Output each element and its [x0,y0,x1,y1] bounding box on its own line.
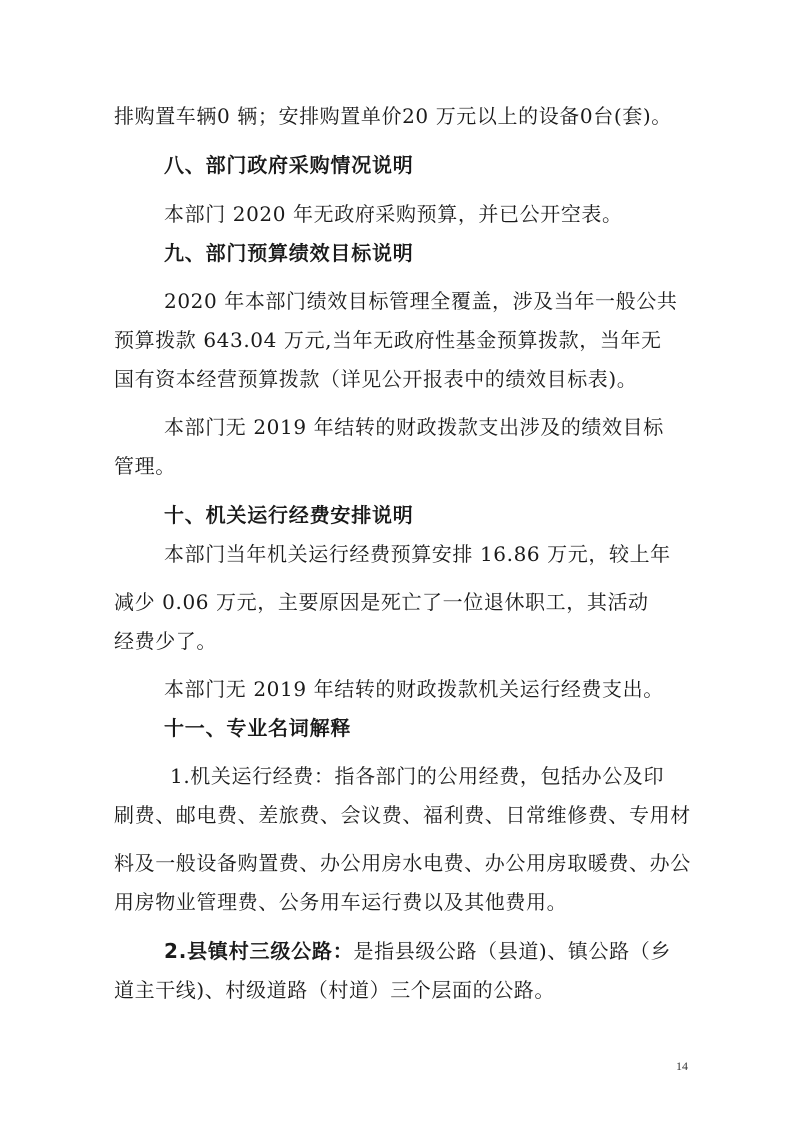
body-text-line: 本部门无 2019 年结转的财政拨款机关运行经费支出。 [164,677,664,701]
body-text-line: 减少 0.06 万元，主要原因是死亡了一位退休职工，其活动 [114,590,649,614]
body-text-line: 经费少了。 [114,629,217,653]
section-heading-10: 十、机关运行经费安排说明 [164,503,414,527]
body-text-line: 用房物业管理费、公务用车运行费以及其他费用。 [114,890,568,914]
body-text-line: 1.机关运行经费：指各部门的公用经费，包括办公及印 [170,764,665,788]
body-text-line: 道主干线)、村级道路（村道）三个层面的公路。 [114,978,556,1002]
page-number: 14 [676,1059,688,1073]
body-text-line: 管理。 [114,454,176,478]
body-text-line: 本部门 2020 年无政府采购预算，并已公开空表。 [164,202,623,226]
term-definition-line [164,939,671,963]
body-text-line: 国有资本经营预算拨款（详见公开报表中的绩效目标表)。 [114,367,638,391]
section-heading-11: 十一、专业名词解释 [164,716,352,740]
term-label: 2.县镇村三级公路： [164,939,354,963]
body-text-line: 料及一般设备购置费、办公用房水电费、办公用房取暖费、办公 [114,851,691,875]
body-text-line: 本部门当年机关运行经费预算安排 16.86 万元，较上年 [164,542,671,566]
body-text-line: 2020 年本部门绩效目标管理全覆盖，涉及当年一般公共 [164,289,678,313]
term-definition-text: 是指县级公路（县道)、镇公路（乡 [353,939,671,963]
body-text-line: 预算拨款 643.04 万元,当年无政府性基金预算拨款，当年无 [114,328,662,352]
section-heading-8: 八、部门政府采购情况说明 [164,153,414,177]
body-text-line: 本部门无 2019 年结转的财政拨款支出涉及的绩效目标 [164,415,664,439]
body-text-line: 排购置车辆0 辆；安排购置单价20 万元以上的设备0台(套)。 [114,104,672,128]
body-text-line: 刷费、邮电费、差旅费、会议费、福利费、日常维修费、专用材 [114,803,691,827]
section-heading-9: 九、部门预算绩效目标说明 [164,241,414,265]
